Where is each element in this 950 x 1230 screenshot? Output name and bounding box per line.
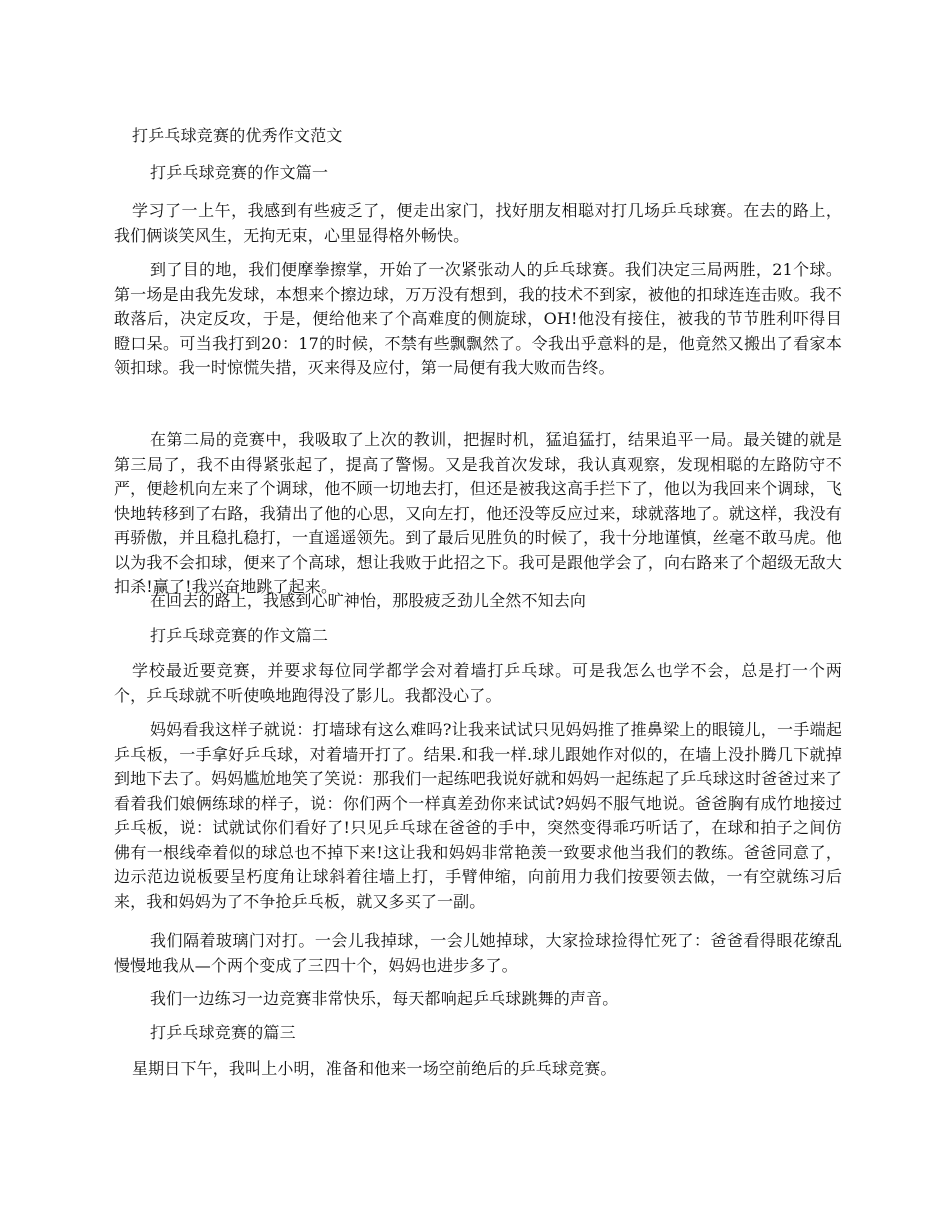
paragraph-1: 学习了一上午，我感到有些疲乏了，便走出家门，找好朋友相聪对打几场乒乓球赛。在去的路上，我们俩谈笑风生，无拘无束，心里显得格外畅快。 <box>114 201 842 245</box>
section-heading-one: 打乒乓球竞赛的作文篇一 <box>150 163 329 182</box>
paragraph-3: 在第二局的竞赛中，我吸取了上次的教训，把握时机，猛追猛打，结果追平一局。最关键的就是第三局了，我不由得紧张起了，提高了警惕。又是我首次发球，我认真观察，发现相聪的左路防守不严，便趁机向左来了个调球，他不顾一切地去打，但还是被我这高手拦下了，他以为我回来个调球，飞快地转移到了右路，我猜出了他的心思，又向左打，他还没等反应过来，球就落地了。就这样，我没有再骄傲，并且稳扎稳打，一直遥遥领先。到了最后见胜负的时候了，我十分地谨慎，丝毫不敢马虎。他以为我不会扣球，便来了个高球，想让我败于此招之下。我可是跟他学会了，向右路来了个超级无敌大扣杀!赢了!我兴奋地跳了起来。 <box>114 430 842 596</box>
paragraph-2: 到了目的地，我们便摩拳擦掌，开始了一次紧张动人的乒乓球赛。我们决定三局两胜，21个球。第一场是由我先发球，本想来个擦边球，万万没有想到，我的技术不到家，被他的扣球连连击败。我不敢落后，决定反攻，于是，便给他来了个高难度的侧旋球，OH!他没有接住，被我的节节胜利吓得目瞪口呆。可当我打到20：17的时候，不禁有些飘飘然了。令我出乎意料的是，他竟然又搬出了看家本领扣球。我一时惊慌失措，灭来得及应付，第一局便有我大败而告终。 <box>114 260 842 377</box>
paragraph-7: 我们隔着玻璃门对打。一会儿我掉球，一会儿她掉球，大家捡球捡得忙死了：爸爸看得眼花缭乱慢慢地我从—个两个变成了三四十个，妈妈也进步多了。 <box>114 931 842 975</box>
section-heading-two: 打乒乓球竞赛的作文篇二 <box>150 626 329 645</box>
document-title: 打乒乓球竞赛的优秀作文范文 <box>132 126 343 145</box>
paragraph-5: 学校最近要竞赛，并要求每位同学都学会对着墙打乒乓球。可是我怎么也学不会，总是打一个两个，乒乓球就不听使唤地跑得没了影儿。我都没心了。 <box>114 661 842 705</box>
paragraph-6: 妈妈看我这样子就说：打墙球有这么难吗?让我来试试只见妈妈推了推鼻梁上的眼镜儿，一手端起乒乓板，一手拿好乒乓球，对着墙开打了。结果.和我一样.球儿跟她作对似的，在墙上没扑腾几下就掉到地下去了。妈妈尴尬地笑了笑说：那我们一起练吧我说好就和妈妈一起练起了乒乓球这时爸爸过来了看着我们娘俩练球的样子，说：你们两个一样真差劲你来试试?妈妈不服气地说。爸爸胸有成竹地接过乒乓板，说：试就试你们看好了!只见乒乓球在爸爸的手中，突然变得乖巧听话了，在球和拍子之间仿佛有一根线牵着似的球总也不掉下来!这让我和妈妈非常艳羡一致要求他当我们的教练。爸爸同意了，边示范边说板要呈朽度角让球斜着往墙上打，手臂伸缩，向前用力我们按要领去做，一有空就练习后来，我和妈妈为了不争抢乒乓板，就又多买了一副。 <box>114 720 842 911</box>
paragraph-4: 在回去的路上，我感到心旷神怡，那股疲乏劲儿全然不知去向 <box>150 591 587 610</box>
paragraph-8: 我们一边练习一边竞赛非常快乐，每天都响起乒乓球跳舞的声音。 <box>150 989 619 1008</box>
section-heading-three: 打乒乓球竞赛的篇三 <box>150 1023 296 1042</box>
paragraph-9: 星期日下午，我叫上小明，准备和他来一场空前绝后的乒乓球竞赛。 <box>132 1059 617 1078</box>
